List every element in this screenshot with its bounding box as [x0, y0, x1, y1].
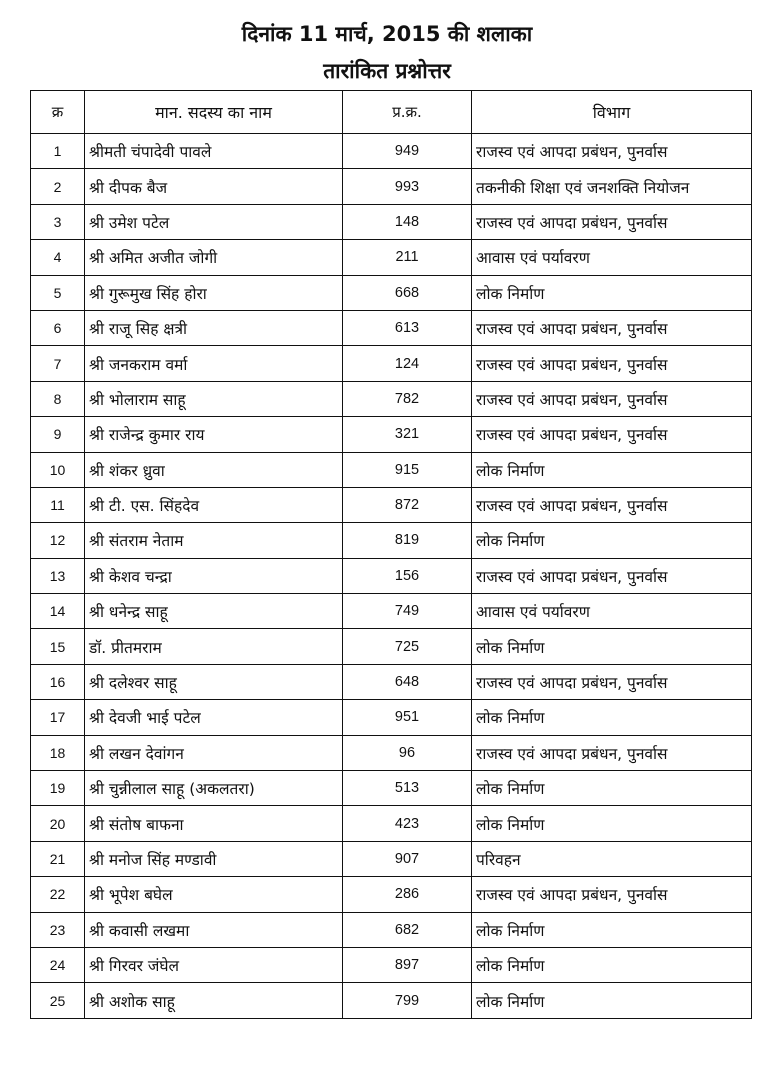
table-row [31, 629, 752, 664]
department: राजस्व एवं आपदा प्रबंधन, पुनर्वास [472, 487, 752, 522]
member-name: श्री भूपेश बघेल [85, 877, 343, 912]
question-number: 993 [343, 169, 472, 204]
member-name: श्रीमती चंपादेवी पावले [85, 134, 343, 169]
question-number: 872 [343, 487, 472, 522]
question-number: 648 [343, 664, 472, 699]
question-number: 907 [343, 841, 472, 876]
table-row [31, 912, 752, 947]
table-row [31, 275, 752, 310]
member-name: श्री संतराम नेताम [85, 523, 343, 558]
table-row [31, 806, 752, 841]
row-serial: 21 [31, 841, 85, 876]
table-row [31, 664, 752, 699]
member-name: श्री भोलाराम साहू [85, 381, 343, 416]
member-name: श्री केशव चन्द्रा [85, 558, 343, 593]
question-number: 915 [343, 452, 472, 487]
department: लोक निर्माण [472, 452, 752, 487]
table-header-row [31, 91, 752, 134]
row-serial: 24 [31, 947, 85, 982]
table-row [31, 240, 752, 275]
question-number: 613 [343, 310, 472, 345]
department: राजस्व एवं आपदा प्रबंधन, पुनर्वास [472, 204, 752, 239]
member-name: श्री दलेश्वर साहू [85, 664, 343, 699]
department: राजस्व एवं आपदा प्रबंधन, पुनर्वास [472, 310, 752, 345]
row-serial: 17 [31, 700, 85, 735]
table-row [31, 947, 752, 982]
table-row [31, 134, 752, 169]
member-name: श्री राजेन्द्र कुमार राय [85, 417, 343, 452]
table-row [31, 700, 752, 735]
row-serial: 5 [31, 275, 85, 310]
row-serial: 7 [31, 346, 85, 381]
header-member-name: मान. सदस्य का नाम [85, 91, 343, 134]
department: परिवहन [472, 841, 752, 876]
department: आवास एवं पर्यावरण [472, 240, 752, 275]
member-name: श्री कवासी लखमा [85, 912, 343, 947]
document-title: दिनांक 11 मार्च, 2015 की शलाका [241, 22, 533, 46]
row-serial: 4 [31, 240, 85, 275]
member-name: श्री दीपक बैज [85, 169, 343, 204]
question-number: 682 [343, 912, 472, 947]
table-row [31, 523, 752, 558]
table-row [31, 204, 752, 239]
member-name: श्री शंकर ध्रुवा [85, 452, 343, 487]
question-number: 321 [343, 417, 472, 452]
table-row [31, 877, 752, 912]
question-number: 211 [343, 240, 472, 275]
table-row [31, 310, 752, 345]
member-name: श्री राजू सिह क्षत्री [85, 310, 343, 345]
table-row [31, 452, 752, 487]
row-serial: 25 [31, 983, 85, 1018]
department: लोक निर्माण [472, 629, 752, 664]
department: राजस्व एवं आपदा प्रबंधन, पुनर्वास [472, 346, 752, 381]
table-row [31, 594, 752, 629]
table-row [31, 487, 752, 522]
table-row [31, 841, 752, 876]
table-row [31, 417, 752, 452]
row-serial: 6 [31, 310, 85, 345]
row-serial: 19 [31, 771, 85, 806]
table-row [31, 558, 752, 593]
member-name: श्री धनेन्द्र साहू [85, 594, 343, 629]
department: राजस्व एवं आपदा प्रबंधन, पुनर्वास [472, 134, 752, 169]
row-serial: 11 [31, 487, 85, 522]
table-row [31, 735, 752, 770]
member-name: श्री संतोष बाफना [85, 806, 343, 841]
table-row [31, 381, 752, 416]
table-row [31, 346, 752, 381]
member-name: श्री अशोक साहू [85, 983, 343, 1018]
table-row [31, 169, 752, 204]
question-number: 513 [343, 771, 472, 806]
department: राजस्व एवं आपदा प्रबंधन, पुनर्वास [472, 558, 752, 593]
question-number: 286 [343, 877, 472, 912]
question-number: 782 [343, 381, 472, 416]
row-serial: 10 [31, 452, 85, 487]
header-serial: क्र [31, 91, 85, 134]
table-row [31, 983, 752, 1018]
member-name: श्री चुन्नीलाल साहू (अकलतरा) [85, 771, 343, 806]
row-serial: 1 [31, 134, 85, 169]
department: तकनीकी शिक्षा एवं जनशक्ति नियोजन [472, 169, 752, 204]
member-name: श्री टी. एस. सिंहदेव [85, 487, 343, 522]
header-department: विभाग [472, 91, 752, 134]
department: लोक निर्माण [472, 983, 752, 1018]
question-number: 799 [343, 983, 472, 1018]
table-row [31, 771, 752, 806]
question-number: 897 [343, 947, 472, 982]
question-number: 951 [343, 700, 472, 735]
department: राजस्व एवं आपदा प्रबंधन, पुनर्वास [472, 664, 752, 699]
member-name: श्री अमित अजीत जोगी [85, 240, 343, 275]
row-serial: 20 [31, 806, 85, 841]
row-serial: 8 [31, 381, 85, 416]
department: आवास एवं पर्यावरण [472, 594, 752, 629]
row-serial: 15 [31, 629, 85, 664]
department: राजस्व एवं आपदा प्रबंधन, पुनर्वास [472, 417, 752, 452]
question-number: 148 [343, 204, 472, 239]
question-number: 124 [343, 346, 472, 381]
row-serial: 2 [31, 169, 85, 204]
row-serial: 23 [31, 912, 85, 947]
question-number: 725 [343, 629, 472, 664]
department: राजस्व एवं आपदा प्रबंधन, पुनर्वास [472, 877, 752, 912]
department: राजस्व एवं आपदा प्रबंधन, पुनर्वास [472, 735, 752, 770]
row-serial: 22 [31, 877, 85, 912]
row-serial: 18 [31, 735, 85, 770]
member-name: श्री गुरूमुख सिंह होरा [85, 275, 343, 310]
department: लोक निर्माण [472, 700, 752, 735]
question-number: 819 [343, 523, 472, 558]
header-question-number: प्र.क्र. [343, 91, 472, 134]
member-name: श्री गिरवर जंघेल [85, 947, 343, 982]
row-serial: 16 [31, 664, 85, 699]
question-number: 96 [343, 735, 472, 770]
question-number: 156 [343, 558, 472, 593]
row-serial: 3 [31, 204, 85, 239]
department: लोक निर्माण [472, 806, 752, 841]
member-name: डॉ. प्रीतमराम [85, 629, 343, 664]
questions-table [30, 90, 752, 1019]
question-number: 749 [343, 594, 472, 629]
member-name: श्री उमेश पटेल [85, 204, 343, 239]
row-serial: 12 [31, 523, 85, 558]
row-serial: 14 [31, 594, 85, 629]
department: लोक निर्माण [472, 771, 752, 806]
row-serial: 9 [31, 417, 85, 452]
document-subtitle: तारांकित प्रश्नोत्तर [323, 59, 451, 83]
member-name: श्री मनोज सिंह मण्डावी [85, 841, 343, 876]
department: लोक निर्माण [472, 947, 752, 982]
department: लोक निर्माण [472, 275, 752, 310]
department: लोक निर्माण [472, 912, 752, 947]
member-name: श्री लखन देवांगन [85, 735, 343, 770]
department: राजस्व एवं आपदा प्रबंधन, पुनर्वास [472, 381, 752, 416]
row-serial: 13 [31, 558, 85, 593]
member-name: श्री देवजी भाई पटेल [85, 700, 343, 735]
question-number: 668 [343, 275, 472, 310]
department: लोक निर्माण [472, 523, 752, 558]
question-number: 423 [343, 806, 472, 841]
member-name: श्री जनकराम वर्मा [85, 346, 343, 381]
question-number: 949 [343, 134, 472, 169]
